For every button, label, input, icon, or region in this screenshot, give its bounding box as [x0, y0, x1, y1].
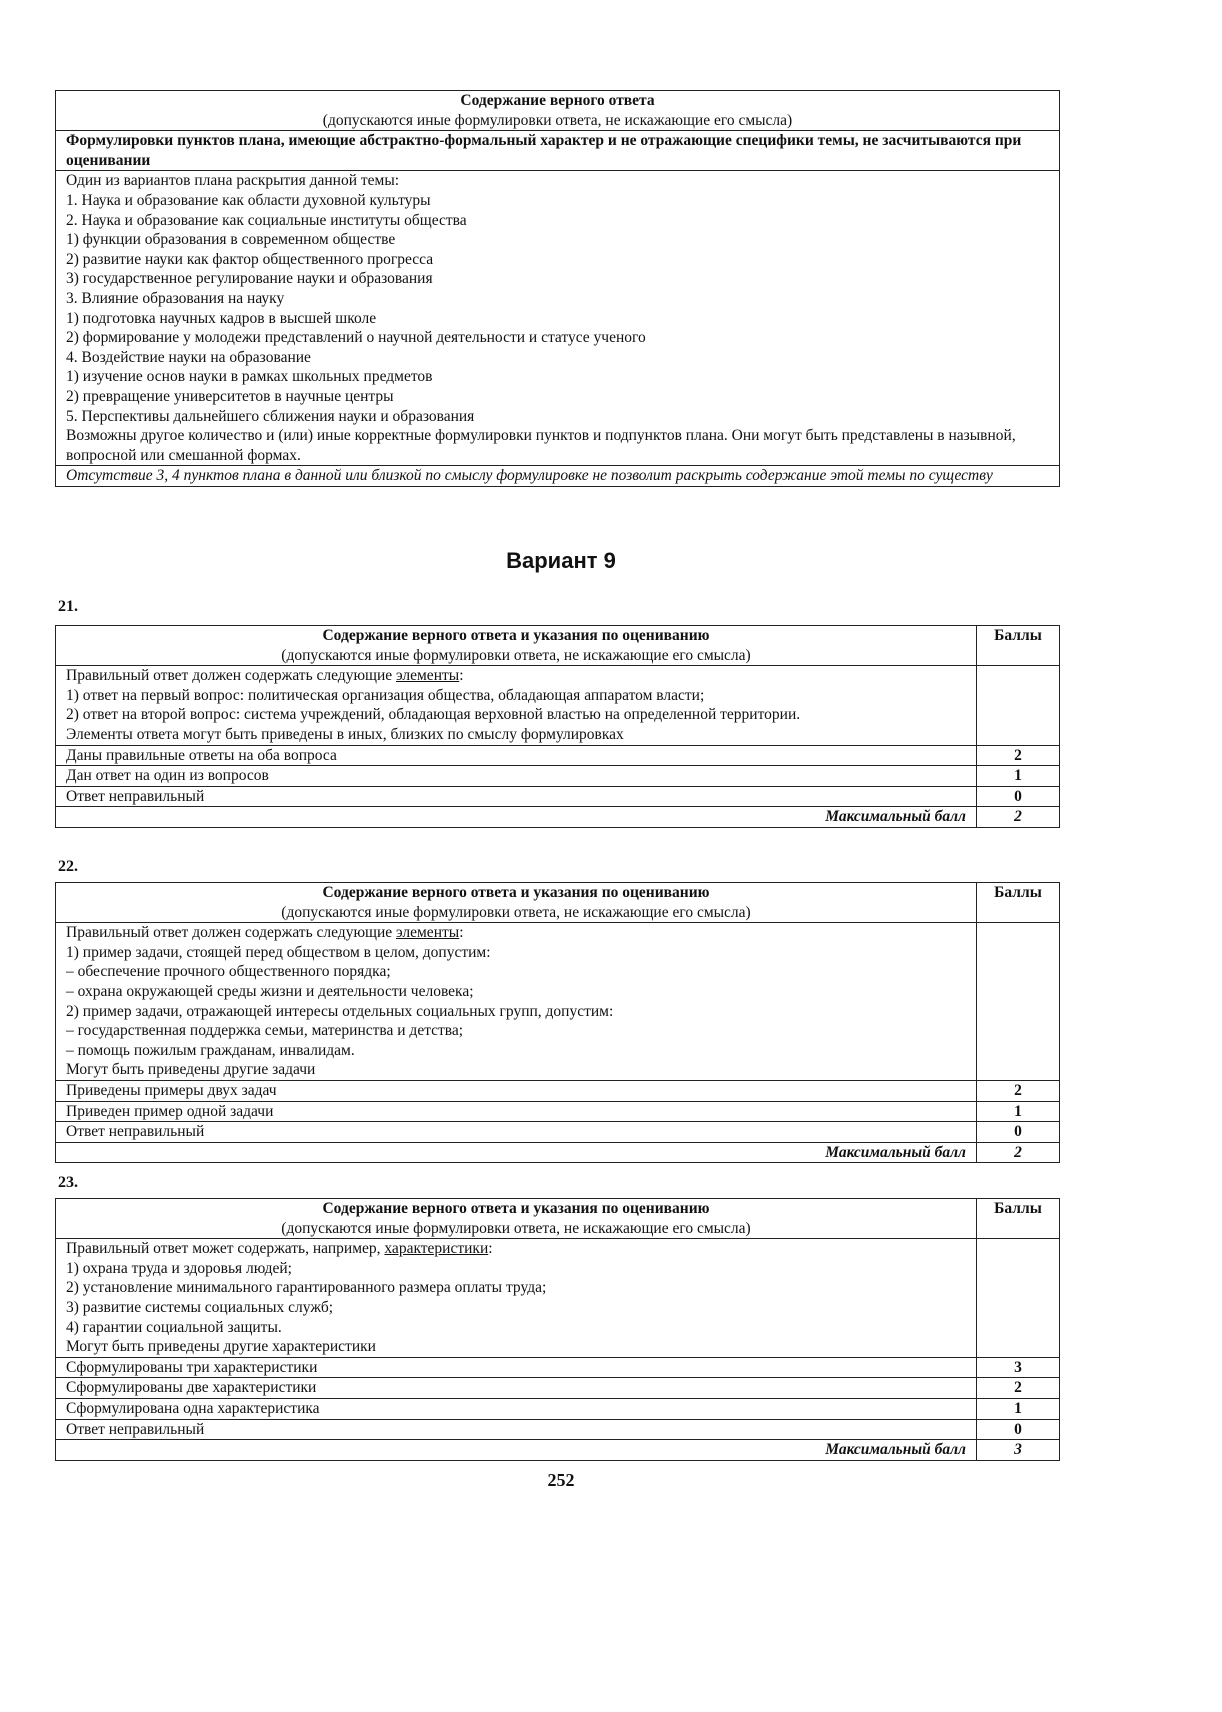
criterion-score: 0 [977, 1419, 1060, 1440]
answer-line: 1) охрана труда и здоровья людей; [66, 1259, 292, 1277]
plan-table [55, 90, 1060, 487]
intro-text: Правильный ответ должен содержать следующие [66, 667, 397, 685]
score-header: Баллы [977, 883, 1060, 923]
plan-line: 2) превращение университетов в научные центры [66, 387, 394, 405]
criterion-score: 0 [977, 786, 1060, 807]
criterion-score: 2 [977, 745, 1060, 766]
question-22-table [55, 882, 1060, 1163]
header-title: Содержание верного ответа и указания по оцениванию [322, 627, 710, 644]
criterion-score: 1 [977, 766, 1060, 787]
question-number-23: 23. [58, 1174, 78, 1191]
criterion-score: 1 [977, 1398, 1060, 1419]
plan-line: 5. Перспективы дальнейшего сближения науки и образования [66, 407, 475, 425]
max-score-label: Максимальный балл [56, 1440, 977, 1461]
criterion-text: Ответ неправильный [56, 786, 977, 807]
max-score-value: 2 [977, 1142, 1060, 1163]
intro-keyword: характеристики [384, 1240, 489, 1258]
plan-line: Возможны другое количество и (или) иные корректные формулировки пунктов и подпунктов плана. Они могут быть представлены в назывной, вопросной или смешанной формах. [66, 427, 1016, 464]
plan-line: 1) функции образования в современном обществе [66, 231, 396, 249]
plan-line: 1) изучение основ науки в рамках школьных предметов [66, 368, 433, 386]
answer-intro [66, 1239, 966, 1259]
intro-text: Правильный ответ должен содержать следующие [66, 924, 397, 942]
header-subtitle: (допускаются иные формулировки ответа, не искажающие его смысла) [322, 111, 793, 129]
plan-note: Формулировки пунктов плана, имеющие абстрактно-формальный характер и не отражающие специфики темы, не засчитываются при оценивании [56, 131, 1060, 171]
answer-line: Элементы ответа могут быть приведены в иных, близких по смыслу формулировках [66, 725, 624, 743]
max-score-row [56, 807, 1060, 828]
max-score-row [56, 1440, 1060, 1461]
plan-footer: Отсутствие 3, 4 пунктов плана в данной или близкой по смыслу формулировке не позволит раскрыть содержание этой темы по существу [56, 466, 1060, 487]
scoring-row [56, 745, 1060, 766]
criterion-score: 2 [977, 1378, 1060, 1399]
plan-header [56, 91, 1060, 131]
criterion-score: 3 [977, 1357, 1060, 1378]
score-header: Баллы [977, 1199, 1060, 1239]
answer-line: – государственная поддержка семьи, материнства и детства; [66, 1022, 464, 1040]
criterion-text: Ответ неправильный [56, 1419, 977, 1440]
intro-colon: : [488, 1240, 493, 1258]
criterion-score: 0 [977, 1122, 1060, 1143]
max-score-label: Максимальный балл [56, 1142, 977, 1163]
plan-line: 1. Наука и образование как области духовной культуры [66, 191, 431, 209]
question-number-22: 22. [58, 858, 78, 875]
scoring-row [56, 766, 1060, 787]
answer-line: 2) установление минимального гарантированного размера оплаты труда; [66, 1279, 547, 1297]
criterion-text: Сформулирована одна характеристика [56, 1398, 977, 1419]
criterion-text: Сформулированы две характеристики [56, 1378, 977, 1399]
question-number-21: 21. [58, 598, 78, 615]
criterion-text: Приведен пример одной задачи [56, 1101, 977, 1122]
header-title: Содержание верного ответа и указания по оцениванию [322, 884, 710, 901]
criterion-text: Даны правильные ответы на оба вопроса [56, 745, 977, 766]
answer-line: 4) гарантии социальной защиты. [66, 1318, 282, 1336]
criterion-text: Сформулированы три характеристики [56, 1357, 977, 1378]
scoring-row [56, 1122, 1060, 1143]
score-empty [977, 666, 1060, 745]
answer-line: – помощь пожилым гражданам, инвалидам. [66, 1041, 355, 1059]
table-header [56, 1199, 977, 1239]
scoring-row [56, 1419, 1060, 1440]
max-score-row [56, 1142, 1060, 1163]
answer-line: 3) развитие системы социальных служб; [66, 1298, 334, 1316]
scoring-row [56, 1378, 1060, 1399]
answer-content [56, 923, 977, 1081]
criterion-text: Дан ответ на один из вопросов [56, 766, 977, 787]
page-number: 252 [547, 1470, 575, 1490]
intro-colon: : [459, 667, 464, 685]
plan-content [56, 171, 1060, 466]
answer-line: Могут быть приведены другие характеристики [66, 1338, 376, 1356]
intro-text: Правильный ответ может содержать, например, [66, 1240, 385, 1258]
variant-title: Вариант 9 [506, 548, 616, 573]
answer-content [56, 1239, 977, 1358]
score-empty [977, 923, 1060, 1081]
plan-line: 2) формирование у молодежи представлений о научной деятельности и статусе ученого [66, 329, 646, 347]
answer-intro [66, 666, 966, 686]
answer-line: 2) пример задачи, отражающей интересы отдельных социальных групп, допустим: [66, 1002, 614, 1020]
intro-keyword: элементы [396, 924, 460, 942]
max-score-value: 2 [977, 807, 1060, 828]
criterion-score: 2 [977, 1080, 1060, 1101]
plan-line: Один из вариантов плана раскрытия данной темы: [66, 172, 400, 190]
scoring-row [56, 1357, 1060, 1378]
score-empty [977, 1239, 1060, 1358]
plan-line: 1) подготовка научных кадров в высшей школе [66, 309, 377, 327]
header-subtitle: (допускаются иные формулировки ответа, не искажающие его смысла) [281, 646, 751, 664]
max-score-label: Максимальный балл [56, 807, 977, 828]
criterion-text: Приведены примеры двух задач [56, 1080, 977, 1101]
scoring-row [56, 1101, 1060, 1122]
header-subtitle: (допускаются иные формулировки ответа, не искажающие его смысла) [281, 1219, 751, 1237]
answer-line: – обеспечение прочного общественного порядка; [66, 963, 391, 981]
plan-line: 3) государственное регулирование науки и образования [66, 270, 433, 288]
answer-content [56, 666, 977, 745]
criterion-score: 1 [977, 1101, 1060, 1122]
plan-line: 3. Влияние образования на науку [66, 289, 285, 307]
scoring-row [56, 1398, 1060, 1419]
answer-line: 1) пример задачи, стоящей перед обществом в целом, допустим: [66, 943, 491, 961]
answer-line: – охрана окружающей среды жизни и деятельности человека; [66, 982, 474, 1000]
question-21-table [55, 625, 1060, 828]
plan-line: 4. Воздействие науки на образование [66, 348, 311, 366]
header-title: Содержание верного ответа [460, 92, 655, 109]
score-header: Баллы [977, 626, 1060, 666]
header-title: Содержание верного ответа и указания по оцениванию [322, 1200, 710, 1217]
table-header [56, 626, 977, 666]
answer-line: 2) ответ на второй вопрос: система учреждений, обладающая верховной властью на определенной территории. [66, 706, 801, 724]
scoring-row [56, 1080, 1060, 1101]
intro-keyword: элементы [396, 667, 460, 685]
answer-line: Могут быть приведены другие задачи [66, 1061, 316, 1079]
answer-intro [66, 923, 966, 943]
plan-line: 2. Наука и образование как социальные институты общества [66, 211, 467, 229]
table-header [56, 883, 977, 923]
question-23-table [55, 1198, 1060, 1461]
plan-line: 2) развитие науки как фактор общественного прогресса [66, 250, 434, 268]
criterion-text: Ответ неправильный [56, 1122, 977, 1143]
intro-colon: : [459, 924, 464, 942]
scoring-row [56, 786, 1060, 807]
answer-line: 1) ответ на первый вопрос: политическая организация общества, обладающая аппаратом власти; [66, 686, 705, 704]
max-score-value: 3 [977, 1440, 1060, 1461]
header-subtitle: (допускаются иные формулировки ответа, не искажающие его смысла) [281, 903, 751, 921]
